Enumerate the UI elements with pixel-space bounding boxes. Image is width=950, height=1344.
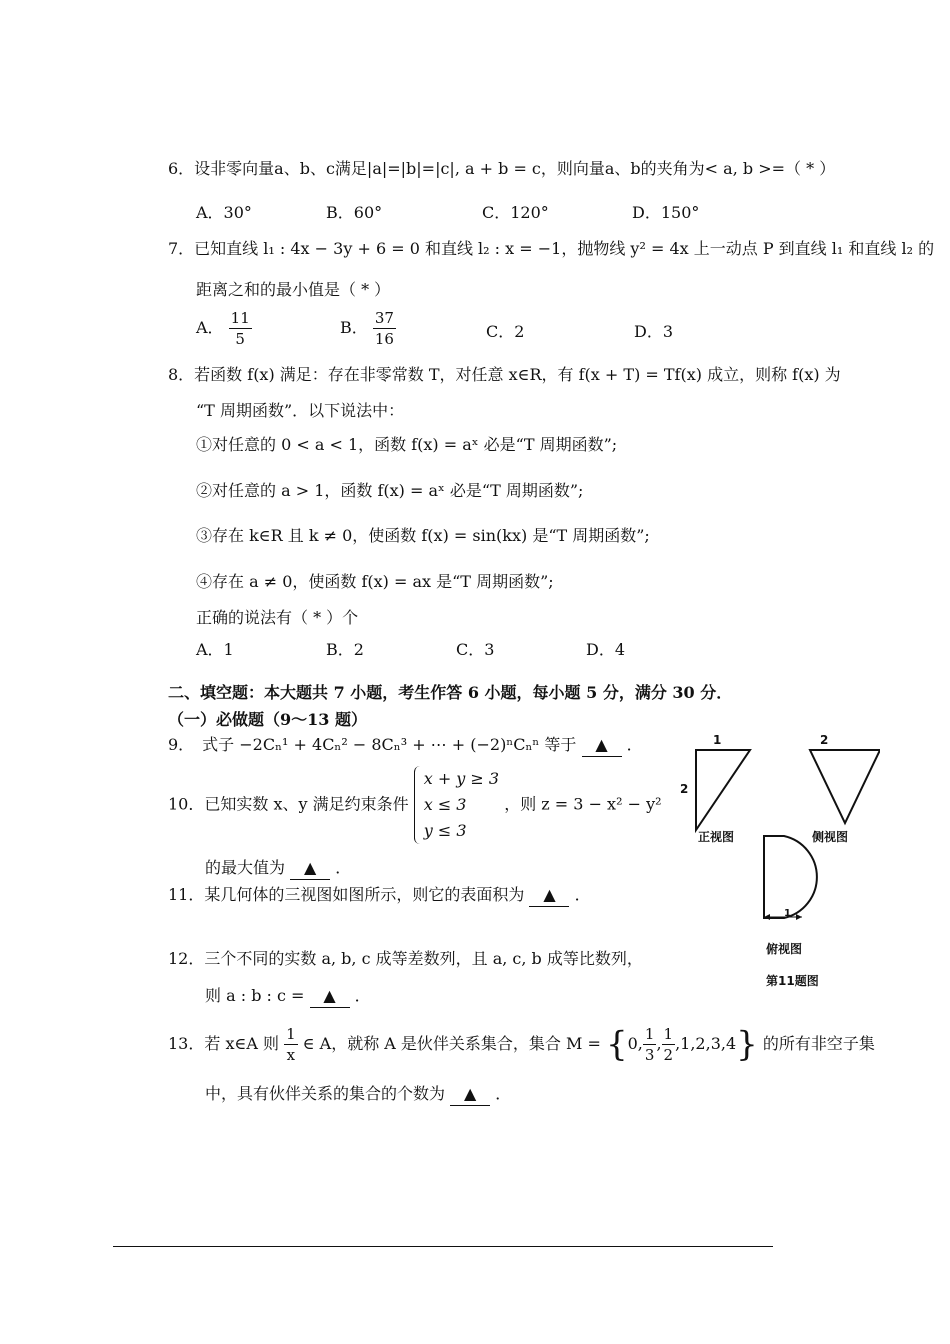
reciprocal-fraction [284,1024,298,1065]
fraction-numerator: 1 [286,1025,296,1043]
section-title: 二、填空题：本大题共 7 小题，考生作答 6 小题，每小题 5 分，满分 30 分． [168,683,733,702]
constraint-3: y ≤ 3 [423,821,467,840]
q7-option-b-fraction [373,308,396,349]
set-close-brace: } [736,1024,758,1065]
top-view-dim-bottom: 1 [784,908,791,919]
top-view-half-disk [764,836,817,918]
q11-text: 11．某几何体的三视图如图所示，则它的表面积为 [168,885,525,904]
q8-statement-3: ③存在 k∈R 且 k ≠ 0，使函数 f(x) = sin(kx) 是“T 周期函数”; [196,526,650,545]
q8-statement-4: ④存在 a ≠ 0，使函数 f(x) = ax 是“T 周期函数”; [196,572,554,591]
q7-stem-line2: 距离之和的最小值是（ * ） [196,280,391,299]
q6-option-c: C．120° [482,203,549,222]
q10-text: 10．已知实数 x、y 满足约束条件 [168,794,409,814]
q12-ask: 则 a : b : c = [205,986,305,1005]
front-view-dim-left: 2 [680,782,689,796]
q7-option-a-fraction [229,308,252,349]
q13-end: ． [495,1084,512,1103]
q11-end: ． [574,885,591,904]
top-view-label: 俯视图 [766,942,803,956]
fraction-numerator: 37 [374,309,394,327]
answer-blank: ▲ [310,985,350,1008]
set-fraction-one-third [643,1024,657,1065]
q7-stem-line1: 7．已知直线 l₁ : 4x − 3y + 6 = 0 和直线 l₂ : x = −1，抛物线 y² = 4x 上一动点 P 到直线 l₁ 和直线 l₂ 的 [168,239,935,258]
q8-option-c: C．3 [456,640,495,659]
set-elements-start: 0, [627,1034,643,1053]
front-view-label: 正视图 [698,830,735,844]
q10 [168,766,662,844]
q6-option-d: D．150° [632,203,700,222]
q9-end: ． [626,735,643,754]
fraction-denominator: 5 [235,330,245,348]
fraction-numerator: 1 [663,1025,674,1043]
q7-option-a-prefix: A． [196,318,224,337]
q8-option-d: D．4 [586,640,626,659]
side-view-label: 侧视图 [812,830,849,844]
q8-ask: 正确的说法有（ * ）个 [196,608,359,627]
set-elements-end: ,1,2,3,4 [675,1034,737,1053]
side-view-triangle [810,750,880,823]
left-brace [414,766,423,844]
constraint-system [414,766,499,844]
q7-option-c: C．2 [486,322,525,341]
q9 [168,734,643,757]
fraction-denominator: 3 [644,1046,655,1064]
q8-stem-line1: 8．若函数 f(x) 满足：存在非零常数 T，对任意 x∈R，有 f(x + T) = Tf(x) 成立，则称 f(x) 为 [168,365,841,384]
q13-subset-text: 的所有非空子集 [762,1034,875,1053]
q8-statement-2: ②对任意的 a > 1，函数 f(x) = aˣ 必是“T 周期函数”; [196,481,584,500]
q9-text: 9． 式子 −2Cₙ¹ + 4Cₙ² − 8Cₙ³ + ⋯ + (−2)ⁿCₙⁿ 等于 [168,735,577,754]
q13-definition: ∈ A，就称 A 是伙伴关系集合，集合 M = [302,1034,601,1053]
side-view-dim-top: 2 [820,733,829,747]
q11 [168,884,591,907]
q10-end: ． [335,858,352,877]
q7-option-b [340,308,396,349]
q8-stem-line2: “T 周期函数”．以下说法中： [196,401,405,420]
fraction-denominator: 16 [374,330,394,348]
answer-blank: ▲ [290,857,330,880]
q7-option-b-prefix: B． [340,318,368,337]
q6-stem: 6．设非零向量a、b、c满足|a|=|b|=|c|, a + b = c，则向量a、b的夹角为< a, b >=（ * ） [168,159,836,178]
set-open-brace: { [605,1024,628,1065]
q7-option-a [196,308,252,349]
figure-caption: 第11题图 [766,974,819,988]
q13-text: 13．若 x∈A 则 [168,1034,279,1053]
q6-option-a: A．30° [196,203,252,222]
set-fraction-one-half [662,1024,676,1065]
q8-option-a: A．1 [196,640,234,659]
q10-ask: 的最大值为 [205,858,286,877]
section-subtitle: （一）必做题（9～13 题） [168,710,367,729]
fraction-numerator: 11 [230,309,250,327]
footer-rule [113,1246,773,1247]
q12-line2 [205,985,371,1008]
q10-objective: ，则 z = 3 − x² − y² [504,794,662,814]
q12-line1: 12．三个不同的实数 a, b, c 成等差数列，且 a, c, b 成等比数列， [168,949,643,968]
front-view-triangle [696,750,750,830]
answer-blank: ▲ [450,1083,490,1106]
constraint-2: x ≤ 3 [423,795,467,814]
arrow-right-icon [796,914,802,920]
q10-line2 [205,857,351,880]
constraint-1: x + y ≥ 3 [423,769,500,788]
front-view-dim-top: 1 [713,733,722,747]
three-view-figure [660,728,880,998]
q7-option-d: D．3 [634,322,674,341]
q13-line1 [168,1022,875,1067]
q13-line2 [205,1083,511,1106]
set-separator: , [656,1034,662,1053]
q12-end: ． [354,986,371,1005]
answer-blank: ▲ [582,734,622,757]
answer-blank: ▲ [529,884,569,907]
q8-option-b: B．2 [326,640,364,659]
fraction-denominator: x [286,1046,296,1064]
q6-option-b: B．60° [326,203,383,222]
fraction-denominator: 2 [663,1046,674,1064]
q13-ask: 中，具有伙伴关系的集合的个数为 [205,1084,446,1103]
fraction-numerator: 1 [644,1025,655,1043]
q8-statement-1: ①对任意的 0 < a < 1，函数 f(x) = aˣ 必是“T 周期函数”; [196,435,618,454]
